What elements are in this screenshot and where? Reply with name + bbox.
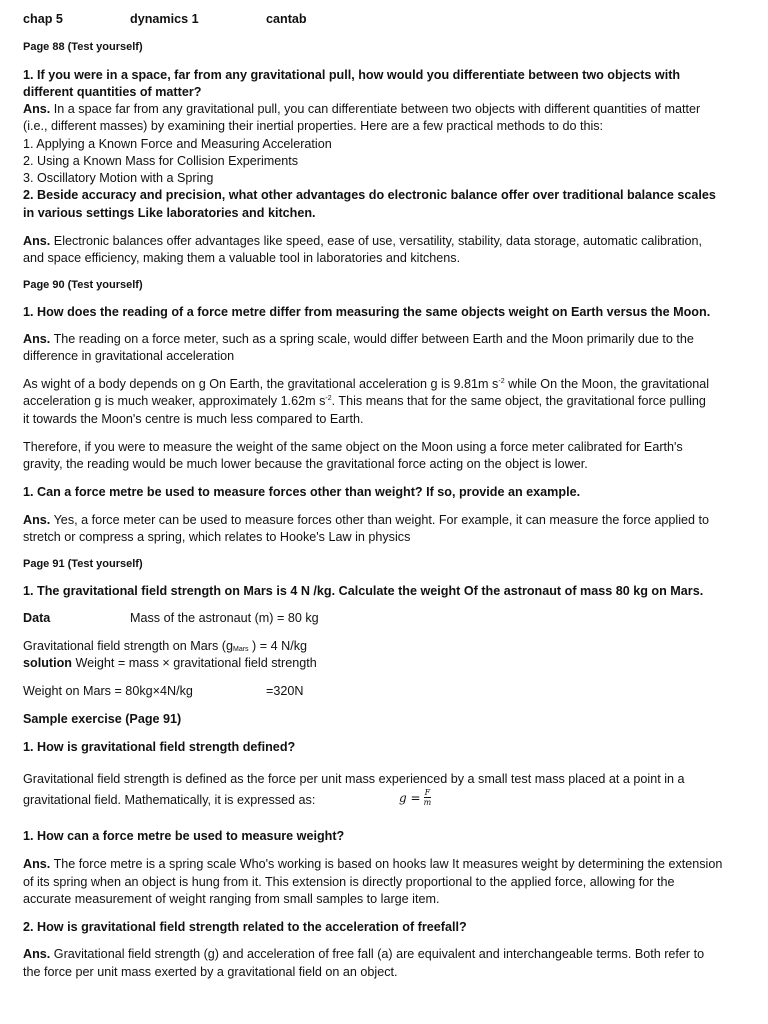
sample-q3: 2. How is gravitational field strength related to the acceleration of freefall?: [23, 920, 467, 934]
data-label: Data: [23, 611, 51, 625]
page90-p2-line1: Therefore, if you were to measure the weight of the same object on the Moon using a force meter calibrated for Earth's: [23, 440, 683, 454]
board-label: cantab: [266, 12, 307, 26]
page90-a2-line1: Ans. Yes, a force meter can be used to measure forces other than weight. For example, it can measure the force applied to: [23, 513, 710, 527]
page91-heading: Page 91 (Test yourself): [23, 558, 143, 570]
sample-a2-line3: accurate measurement of weight ranging from small samples to large item.: [23, 892, 440, 906]
page88-q2-line2: in various settings Like laboratories and kitchen.: [23, 206, 316, 220]
page90-p2-line2: gravity, the reading would be much lower because the gravitational force acting on the object is lower.: [23, 457, 588, 471]
sample-q1: 1. How is gravitational field strength defined?: [23, 740, 296, 754]
page90-p1-line2: acceleration g is much weaker, approximately 1.62m $s^{-2}$. This means that for the same object, the gravitational force pulling: [23, 394, 706, 408]
chapter-label: chap 5: [23, 12, 63, 26]
method-item: 3. Oscillatory Motion with a Spring: [23, 171, 214, 185]
page90-a2-line2: stretch or compress a spring, which relates to Hooke's Law in physics: [23, 530, 411, 544]
method-item: 2. Using a Known Mass for Collision Experiments: [23, 154, 299, 168]
page90-heading: Page 90 (Test yourself): [23, 279, 143, 291]
sample-a2-line1: Ans. The force metre is a spring scale Who's working is based on hooks law It measures weight by determining the extension: [23, 857, 723, 871]
topic-label: dynamics 1: [130, 12, 199, 26]
page90-p1-line1: As wight of a body depends on g On Earth, the gravitational acceleration g is 9.81m $s^{-2}$ while On the Moon, the gravitational: [23, 377, 710, 391]
sample-a3-line2: the force per unit mass exerted by a gravitational field on an object.: [23, 965, 398, 979]
sample-a1-line2: gravitational field. Mathematically, it is expressed as:: [23, 793, 316, 807]
page88-q1-line2: different quantities of matter?: [23, 85, 202, 99]
sample-a2-line2: of its spring when an object is hung from it. This extension is directly proportional to the applied force, allowing for the: [23, 875, 675, 889]
page88-a1-line1: Ans. In a space far from any gravitational pull, you can differentiate between two objects with different quantities of matter: [23, 102, 701, 116]
calc-result: =320N: [266, 684, 304, 698]
page88-q2-line1: 2. Beside accuracy and precision, what other advantages do electronic balance offer over traditional balance scales: [23, 188, 716, 202]
page88-a2-line1: Ans. Electronic balances offer advantages like speed, ease of use, versatility, stability, data storage, automatic calibration,: [23, 234, 703, 248]
page88-a2-line2: and space efficiency, making them a valuable tool in laboratories and kitchens.: [23, 251, 461, 265]
sample-heading: Sample exercise (Page 91): [23, 712, 182, 726]
solution-line: solution Weight = mass × gravitational field strength: [23, 656, 317, 670]
gfs-formula: g = $\frac{F}{m}$: [399, 788, 432, 807]
sample-q2: 1. How can a force metre be used to measure weight?: [23, 829, 345, 843]
sample-a1-line1: Gravitational field strength is defined as the force per unit mass experienced by a small test mass placed at a point in a: [23, 772, 685, 786]
page88-a1-line2: (i.e., different masses) by examining their inertial properties. Here are a few practical methods to do this:: [23, 119, 604, 133]
mass-value: Mass of the astronaut (m) = 80 kg: [130, 611, 319, 625]
page90-a1-line2: difference in gravitational acceleration: [23, 349, 235, 363]
gfs-value: Gravitational field strength on Mars ($g_{Mars}$ ) = 4 N/kg: [23, 639, 308, 653]
page90-p1-line3: it towards the Moon's centre is much less compared to Earth.: [23, 412, 364, 426]
method-item: 1. Applying a Known Force and Measuring Acceleration: [23, 137, 332, 151]
page90-a1-line1: Ans. The reading on a force meter, such as a spring scale, would differ between Earth and the Moon primarily due to the: [23, 332, 694, 346]
page90-q1: 1. How does the reading of a force metre differ from measuring the same objects weight on Earth versus the Moon.: [23, 305, 711, 319]
calc-line: Weight on Mars = 80kg×4N/kg: [23, 684, 193, 698]
page88-heading: Page 88 (Test yourself): [23, 41, 143, 53]
page88-q1-line1: 1. If you were in a space, far from any gravitational pull, how would you differentiate between two objects with: [23, 68, 681, 82]
page91-q1: 1. The gravitational field strength on Mars is 4 N /kg. Calculate the weight Of the astronaut of mass 80 kg on Mars.: [23, 584, 704, 598]
sample-a3-line1: Ans. Gravitational field strength (g) and acceleration of free fall (a) are equivalent and interchangeable terms. Both refer to: [23, 947, 705, 961]
page90-q2: 1. Can a force metre be used to measure forces other than weight? If so, provide an example.: [23, 485, 581, 499]
